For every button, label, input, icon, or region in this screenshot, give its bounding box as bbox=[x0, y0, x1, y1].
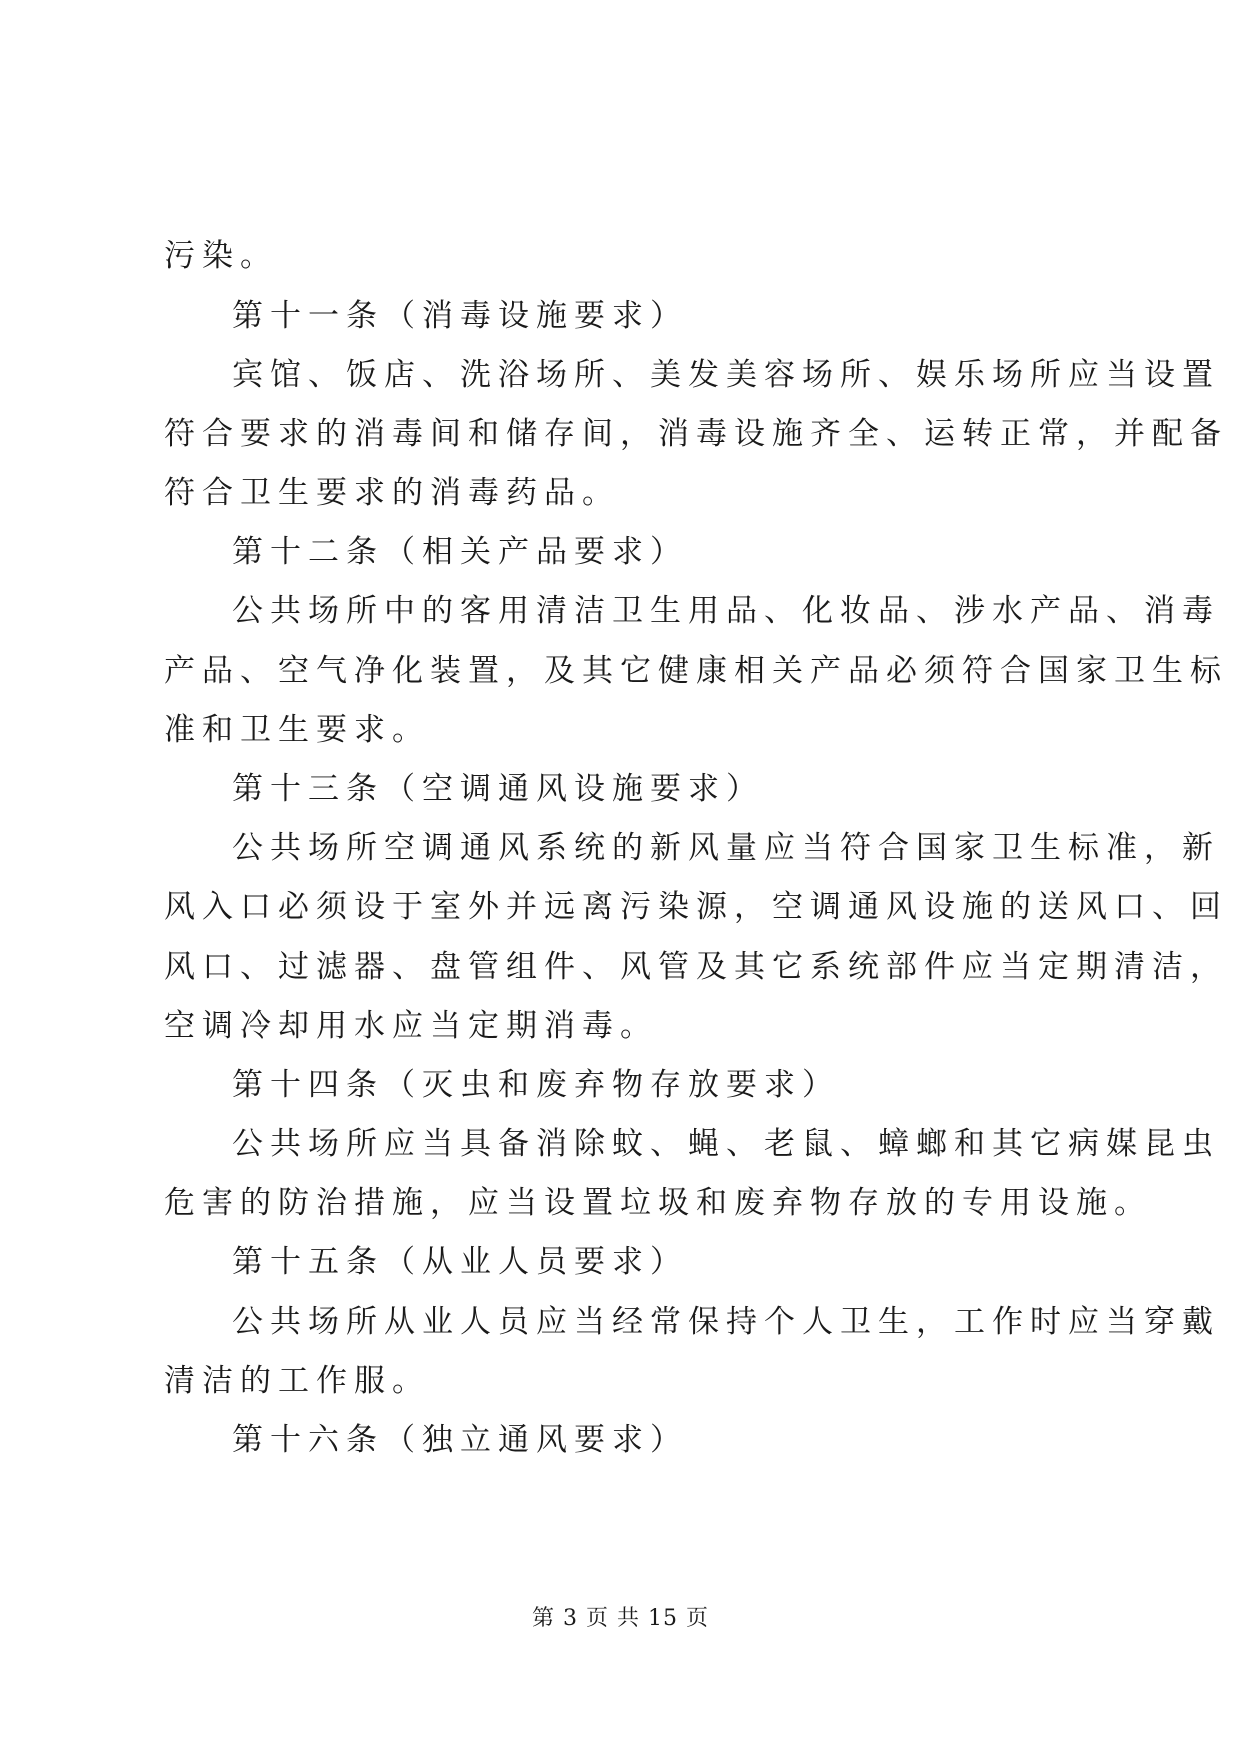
article-heading-text: 第十五条（从业人员要求） bbox=[232, 1244, 688, 1280]
text-line bbox=[0, 1112, 1241, 1176]
text-line-content: 风口、过滤器、盘管组件、风管及其它系统部件应当定期清洁， bbox=[164, 949, 1228, 985]
article-heading-text: 第十六条（独立通风要求） bbox=[232, 1422, 688, 1458]
text-line bbox=[0, 816, 1241, 880]
text-line-content: 污染。 bbox=[164, 238, 278, 274]
article-heading bbox=[0, 1053, 1241, 1117]
text-line bbox=[0, 994, 1241, 1058]
article-heading-text: 第十一条（消毒设施要求） bbox=[232, 298, 688, 334]
article-heading bbox=[0, 1230, 1241, 1294]
text-line bbox=[0, 402, 1241, 466]
text-line bbox=[0, 875, 1241, 939]
text-line-content: 符合要求的消毒间和储存间，消毒设施齐全、运转正常，并配备 bbox=[164, 416, 1228, 452]
text-line-content: 符合卫生要求的消毒药品。 bbox=[164, 475, 620, 511]
page-number-footer: 第 3 页 共 15 页 bbox=[532, 1606, 709, 1631]
article-heading-text: 第十四条（灭虫和废弃物存放要求） bbox=[232, 1067, 840, 1103]
text-line bbox=[0, 579, 1241, 643]
text-line bbox=[0, 1290, 1241, 1354]
text-line bbox=[0, 343, 1241, 407]
article-heading bbox=[0, 284, 1241, 348]
text-line-content: 公共场所空调通风系统的新风量应当符合国家卫生标准，新 bbox=[232, 830, 1220, 866]
text-line bbox=[0, 224, 1241, 288]
text-line bbox=[0, 639, 1241, 703]
text-line-content: 危害的防治措施，应当设置垃圾和废弃物存放的专用设施。 bbox=[164, 1185, 1152, 1221]
text-line-content: 产品、空气净化装置，及其它健康相关产品必须符合国家卫生标 bbox=[164, 653, 1228, 689]
text-line-content: 宾馆、饭店、洗浴场所、美发美容场所、娱乐场所应当设置 bbox=[232, 357, 1220, 393]
text-line-content: 清洁的工作服。 bbox=[164, 1363, 430, 1399]
text-line-content: 准和卫生要求。 bbox=[164, 712, 430, 748]
text-line-content: 风入口必须设于室外并远离污染源，空调通风设施的送风口、回 bbox=[164, 889, 1228, 925]
article-heading bbox=[0, 1408, 1241, 1472]
text-line bbox=[0, 1171, 1241, 1235]
text-line bbox=[0, 698, 1241, 762]
article-heading bbox=[0, 520, 1241, 584]
article-heading-text: 第十二条（相关产品要求） bbox=[232, 534, 688, 570]
text-line-content: 空调冷却用水应当定期消毒。 bbox=[164, 1008, 658, 1044]
text-line-content: 公共场所中的客用清洁卫生用品、化妆品、涉水产品、消毒 bbox=[232, 593, 1220, 629]
text-line-content: 公共场所从业人员应当经常保持个人卫生，工作时应当穿戴 bbox=[232, 1304, 1220, 1340]
article-heading bbox=[0, 757, 1241, 821]
text-line-content: 公共场所应当具备消除蚊、蝇、老鼠、蟑螂和其它病媒昆虫 bbox=[232, 1126, 1220, 1162]
text-line bbox=[0, 461, 1241, 525]
text-line bbox=[0, 935, 1241, 999]
article-heading-text: 第十三条（空调通风设施要求） bbox=[232, 771, 764, 807]
text-line bbox=[0, 1349, 1241, 1413]
